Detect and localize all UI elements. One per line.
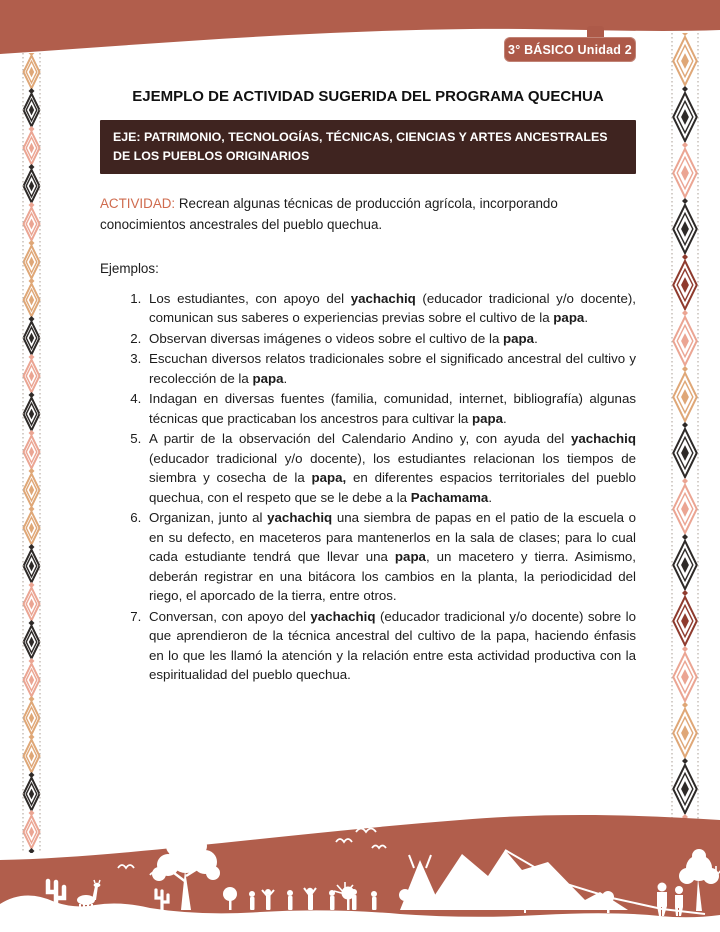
eje-banner bbox=[100, 120, 636, 174]
example-item: 1. Los estudiantes, con apoyo del yachachiq (educador tradicional y/o docente), comunican sus saberes o experiencias previas sobre el cultivo de la papa. bbox=[145, 289, 636, 328]
example-item: 6. Organizan, junto al yachachiq una siembra de papas en el patio de la escuela o en su defecto, en maceteros para mantenerlos en la sala de clases; para lo cual cada estudiante tendrá que llevar una papa, un macetero y tierra. Asimismo, deberán registrar en una bitácora los cambios en la planta, la periodicidad del riego, el aporcado de la tierra, entre otros. bbox=[145, 508, 636, 606]
activity-label: ACTIVIDAD: bbox=[100, 196, 176, 212]
eje-banner-text: EJE: PATRIMONIO, TECNOLOGÍAS, TÉCNICAS, CIENCIAS Y ARTES ANCESTRALES DE LOS PUEBLOS ORIGINARIOS bbox=[113, 130, 608, 164]
right-border-pattern bbox=[671, 33, 699, 823]
activity-paragraph bbox=[100, 194, 636, 234]
example-item: 7. Conversan, con apoyo del yachachiq (educador tradicional y/o docente) sobre lo que aprendieron de la técnica ancestral del cultivo de la papa, haciendo énfasis en lo que les llamó la atención y la relación entre esta actividad productiva con la espiritualidad del pueblo quechua. bbox=[145, 607, 636, 685]
examples-list bbox=[100, 289, 636, 685]
example-item: 4. Indagan en diversas fuentes (familia, comunidad, internet, bibliografía) algunas técnicas que practicaban los ancestros para cultivar la papa. bbox=[145, 389, 636, 428]
unit-badge-label: 3° BÁSICO Unidad 2 bbox=[508, 42, 632, 57]
example-item: 5. A partir de la observación del Calendario Andino y, con ayuda del yachachiq (educador tradicional y/o docente), los estudiantes relacionan los tiempos de siembra y cosecha de la papa, en diferentes espacios territoriales del pueblo quechua, con el respeto que se le debe a la Pachamama. bbox=[145, 429, 636, 507]
activity-text: Recrean algunas técnicas de producción agrícola, incorporando conocimientos ancestrales del pueblo quechua. bbox=[100, 196, 558, 232]
example-item: 3. Escuchan diversos relatos tradicionales sobre el significado ancestral del cultivo y recolección de la papa. bbox=[145, 349, 636, 388]
footer-scene bbox=[0, 812, 720, 932]
page-title: EJEMPLO DE ACTIVIDAD SUGERIDA DEL PROGRAMA QUECHUA bbox=[132, 88, 604, 105]
example-item: 2. Observan diversas imágenes o videos sobre el cultivo de la papa. bbox=[145, 329, 636, 349]
document-content bbox=[100, 0, 636, 686]
left-border-pattern bbox=[22, 53, 41, 853]
examples-heading: Ejemplos: bbox=[100, 260, 159, 276]
